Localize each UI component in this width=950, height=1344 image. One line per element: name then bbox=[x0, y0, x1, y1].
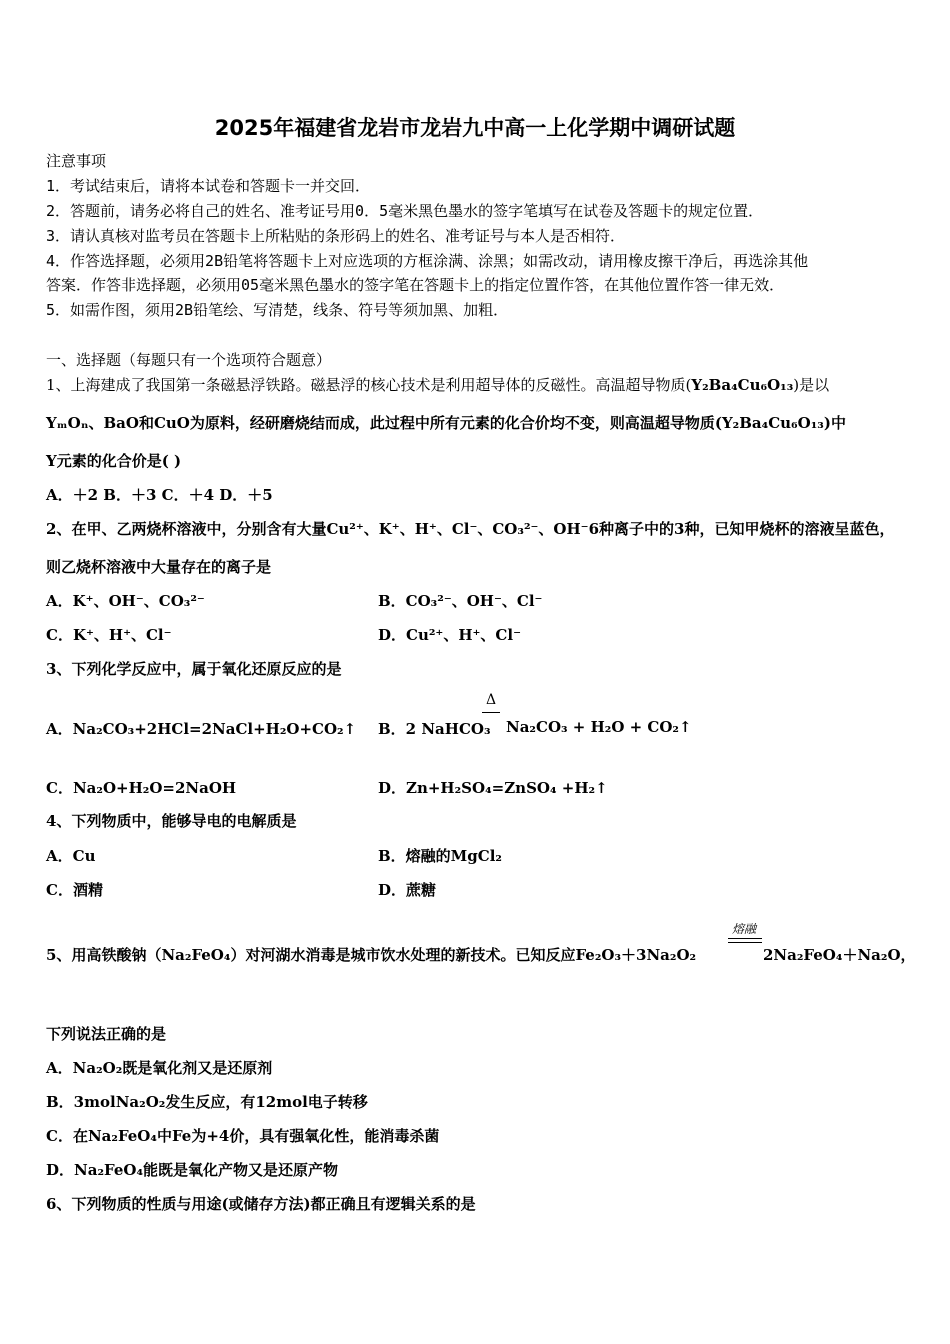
page-title: 2025年福建省龙岩市龙岩九中高一上化学期中调研试题 bbox=[214, 116, 736, 140]
option-d: D．蔗糖 bbox=[378, 881, 437, 899]
question-number: 6、 bbox=[46, 1195, 72, 1213]
option-d: D．Cu²⁺、H⁺、Cl⁻ bbox=[378, 626, 521, 644]
option-a: A．Na₂CO₃+2HCl=2NaCl+H₂O+CO₂↑ bbox=[46, 720, 357, 738]
notice-heading: 注意事项 bbox=[46, 152, 107, 170]
section-heading: 一、选择题（每题只有一个选项符合题意） bbox=[46, 351, 332, 369]
question-1-text: 上海建成了我国第一条磁悬浮铁路。磁悬浮的核心技术是利用超导体的反磁性。高温超导物质( bbox=[70, 376, 692, 394]
reaction-line bbox=[482, 712, 500, 713]
option-c: C．Na₂O+H₂O=2NaOH bbox=[46, 779, 237, 797]
option-c: C．K⁺、H⁺、Cl⁻ bbox=[46, 626, 172, 644]
notice-item-2: 2．答题前，请务必将自己的姓名、准考证号用0．5毫米黑色墨水的签字笔填写在试卷及答题卡的规定位置． bbox=[46, 202, 764, 220]
question-5-text-b: 2Na₂FeO₄＋Na₂O， bbox=[763, 946, 916, 964]
question-1-line-2 bbox=[46, 413, 846, 433]
question-4-text: 下列物质中，能够导电的电解质是 bbox=[71, 812, 297, 830]
question-1-line-2-b: )中 bbox=[823, 414, 846, 432]
question-1-options: A．＋2 B．＋3 C．＋4 D．＋5 bbox=[46, 486, 273, 504]
question-1-text-end: )是以 bbox=[793, 376, 830, 394]
question-5-line-1 bbox=[46, 945, 696, 965]
option-b: B．3molNa₂O₂发生反应，有12mol电子转移 bbox=[46, 1093, 368, 1111]
heat-condition: Δ bbox=[486, 692, 497, 708]
option-b-right: Na₂CO₃ + H₂O + CO₂↑ bbox=[506, 718, 692, 736]
question-number: 3、 bbox=[46, 660, 72, 678]
reaction-line bbox=[728, 942, 762, 943]
question-3-text: 下列化学反应中，属于氧化还原反应的是 bbox=[71, 660, 342, 678]
notice-item-3: 3．请认真核对监考员在答题卡上所粘贴的条形码上的姓名、准考证号与本人是否相符． bbox=[46, 227, 626, 245]
question-1-line-1 bbox=[46, 375, 829, 395]
question-2-text: 在甲、乙两烧杯溶液中，分别含有大量Cu²⁺、K⁺、H⁺、Cl⁻、CO₃²⁻、OH⁻6种离子中的3种，已知甲烧杯的溶液呈蓝色， bbox=[71, 520, 895, 538]
question-6-text: 下列物质的性质与用途(或储存方法)都正确且有逻辑关系的是 bbox=[71, 1195, 476, 1213]
question-1-line-3: Y元素的化合价是( ) bbox=[46, 452, 182, 470]
reaction-line bbox=[728, 938, 762, 939]
question-number: 2、 bbox=[46, 520, 72, 538]
option-c: C．在Na₂FeO₄中Fe为+4价，具有强氧化性，能消毒杀菌 bbox=[46, 1127, 440, 1145]
melting-condition: 熔融 bbox=[732, 922, 757, 936]
question-4-line bbox=[46, 811, 296, 831]
option-a: A．Na₂O₂既是氧化剂又是还原剂 bbox=[46, 1059, 273, 1077]
notice-item-5: 5．如需作图，须用2B铅笔绘、写清楚，线条、符号等须加黑、加粗． bbox=[46, 301, 509, 319]
question-5-text-a: 用高铁酸钠（Na₂FeO₄）对河湖水消毒是城市饮水处理的新技术。已知反应Fe₂O₃＋3Na₂O₂ bbox=[71, 946, 697, 964]
question-number: 5、 bbox=[46, 946, 72, 964]
notice-item-4-cont: 答案．作答非选择题，必须用05毫米黑色墨水的签字笔在答题卡上的指定位置作答，在其他位置作答一律无效． bbox=[46, 276, 785, 294]
option-d: D．Zn+H₂SO₄=ZnSO₄ +H₂↑ bbox=[378, 779, 608, 797]
question-number: 1、 bbox=[46, 376, 71, 394]
option-b-left: B．2 NaHCO₃ bbox=[378, 720, 491, 738]
option-a: A．Cu bbox=[46, 847, 96, 865]
question-3-line bbox=[46, 659, 341, 679]
notice-item-1: 1．考试结束后，请将本试卷和答题卡一并交回． bbox=[46, 177, 371, 195]
option-c: C．酒精 bbox=[46, 881, 103, 899]
formula: Y₂Ba₄Cu₆O₁₃ bbox=[721, 414, 824, 432]
option-b: B．CO₃²⁻、OH⁻、Cl⁻ bbox=[378, 592, 543, 610]
question-5-line-2: 下列说法正确的是 bbox=[46, 1025, 167, 1043]
formula: Y₂Ba₄Cu₆O₁₃ bbox=[691, 376, 794, 394]
option-d: D．Na₂FeO₄能既是氧化产物又是还原产物 bbox=[46, 1161, 339, 1179]
notice-item-4: 4．作答选择题，必须用2B铅笔将答题卡上对应选项的方框涂满、涂黑；如需改动，请用橡皮擦干净后，再选涂其他 bbox=[46, 252, 809, 270]
question-6-line bbox=[46, 1194, 476, 1214]
option-a: A．K⁺、OH⁻、CO₃²⁻ bbox=[46, 592, 205, 610]
option-b: B．熔融的MgCl₂ bbox=[378, 847, 502, 865]
question-2-line-1 bbox=[46, 519, 894, 539]
question-number: 4、 bbox=[46, 812, 72, 830]
question-2-line-2: 则乙烧杯溶液中大量存在的离子是 bbox=[46, 558, 272, 576]
question-1-line-2-a: YₘOₙ、BaO和CuO为原料，经研磨烧结而成，此过程中所有元素的化合价均不变，则高温超导物质( bbox=[46, 414, 722, 432]
